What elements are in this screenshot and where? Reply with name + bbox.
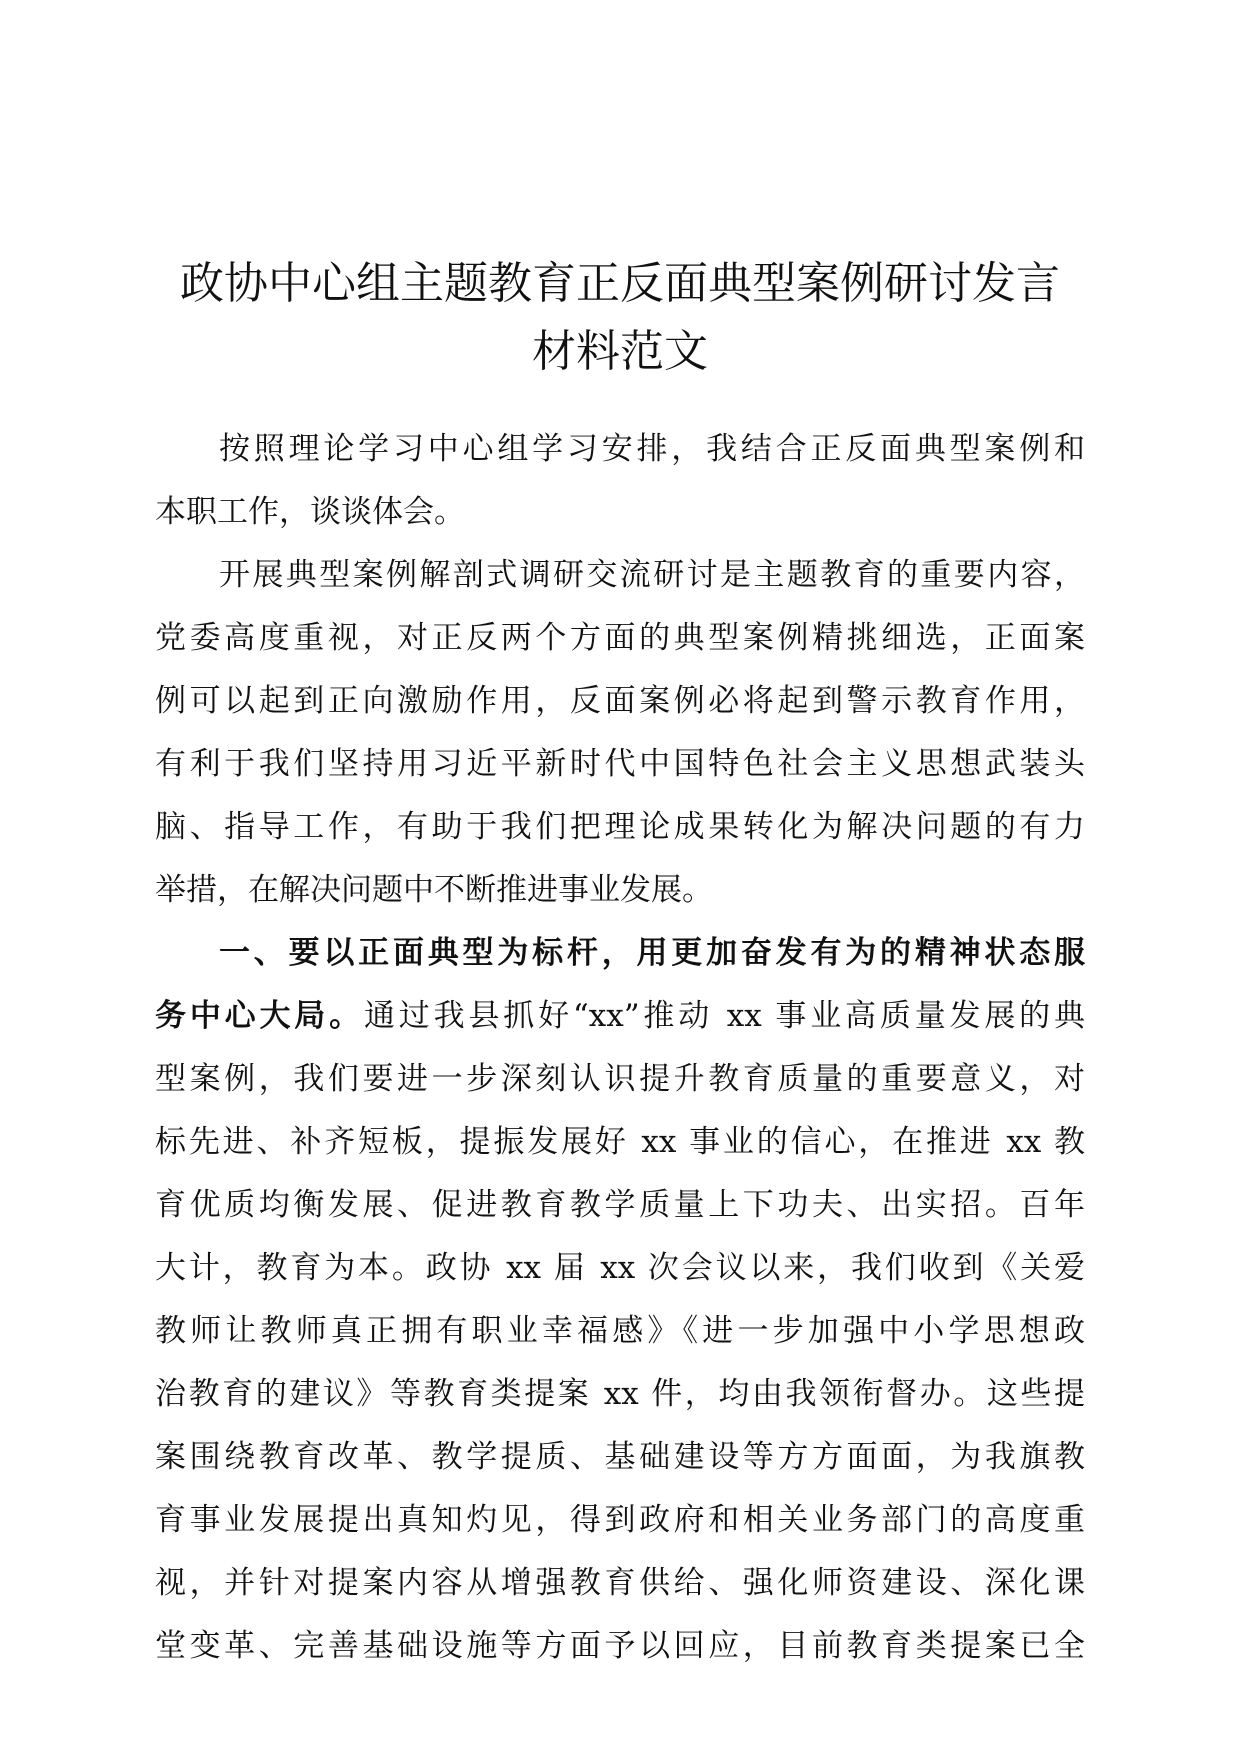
paragraph-line: 本职工作，谈谈体会。 <box>155 494 465 530</box>
paragraph-line: 型案例，我们要进一步深刻认识提升教育质量的重要意义，对 <box>155 1061 1085 1097</box>
paragraph-line: 举措，在解决问题中不断推进事业发展。 <box>155 872 713 908</box>
document-title <box>150 250 1090 386</box>
paragraph-line: 党委高度重视，对正反两个方面的典型案例精挑细选，正面案 <box>155 620 1085 656</box>
paragraph-2 <box>155 544 1085 922</box>
paragraph-3 <box>155 922 1085 1678</box>
paragraph-line: 大计，教育为本。政协 xx 届 xx 次会议以来，我们收到《关爱 <box>155 1250 1085 1286</box>
paragraph-line: 治教育的建议》等教育类提案 xx 件，均由我领衔督办。这些提 <box>155 1376 1085 1412</box>
paragraph-line: 例可以起到正向激励作用，反面案例必将起到警示教育作用， <box>155 683 1085 719</box>
title-line-1: 政协中心组主题教育正反面典型案例研讨发言 <box>180 258 1060 309</box>
section-heading-end: 务中心大局。 <box>155 998 364 1034</box>
paragraph-line: 开展典型案例解剖式调研交流研讨是主题教育的重要内容， <box>219 557 1085 593</box>
paragraph-line: 标先进、补齐短板，提振发展好 xx 事业的信心，在推进 xx 教 <box>155 1124 1085 1160</box>
paragraph-line: 堂变革、完善基础设施等方面予以回应，目前教育类提案已全 <box>155 1628 1085 1664</box>
document-body <box>155 418 1085 1678</box>
paragraph-line: 案围绕教育改革、教学提质、基础建设等方方面面，为我旗教 <box>155 1439 1085 1475</box>
paragraph-line: 教师让教师真正拥有职业幸福感》《进一步加强中小学思想政 <box>155 1313 1085 1349</box>
paragraph-line: 按照理论学习中心组学习安排，我结合正反面典型案例和 <box>219 431 1085 467</box>
paragraph-line-mixed <box>155 985 1085 1048</box>
paragraph-line: 育事业发展提出真知灼见，得到政府和相关业务部门的高度重 <box>155 1502 1085 1538</box>
title-line-2: 材料范文 <box>532 326 708 377</box>
paragraph-line: 有利于我们坚持用习近平新时代中国特色社会主义思想武装头 <box>155 746 1085 782</box>
paragraph-1 <box>155 418 1085 544</box>
section-heading-line: 一、要以正面典型为标杆，用更加奋发有为的精神状态服 <box>219 935 1085 971</box>
paragraph-line: 育优质均衡发展、促进教育教学质量上下功夫、出实招。百年 <box>155 1187 1085 1223</box>
paragraph-text: 通过我县抓好“xx”推动 xx 事业高质量发展的典 <box>363 998 1085 1034</box>
paragraph-line: 视，并针对提案内容从增强教育供给、强化师资建设、深化课 <box>155 1565 1085 1601</box>
paragraph-line: 脑、指导工作，有助于我们把理论成果转化为解决问题的有力 <box>155 809 1085 845</box>
